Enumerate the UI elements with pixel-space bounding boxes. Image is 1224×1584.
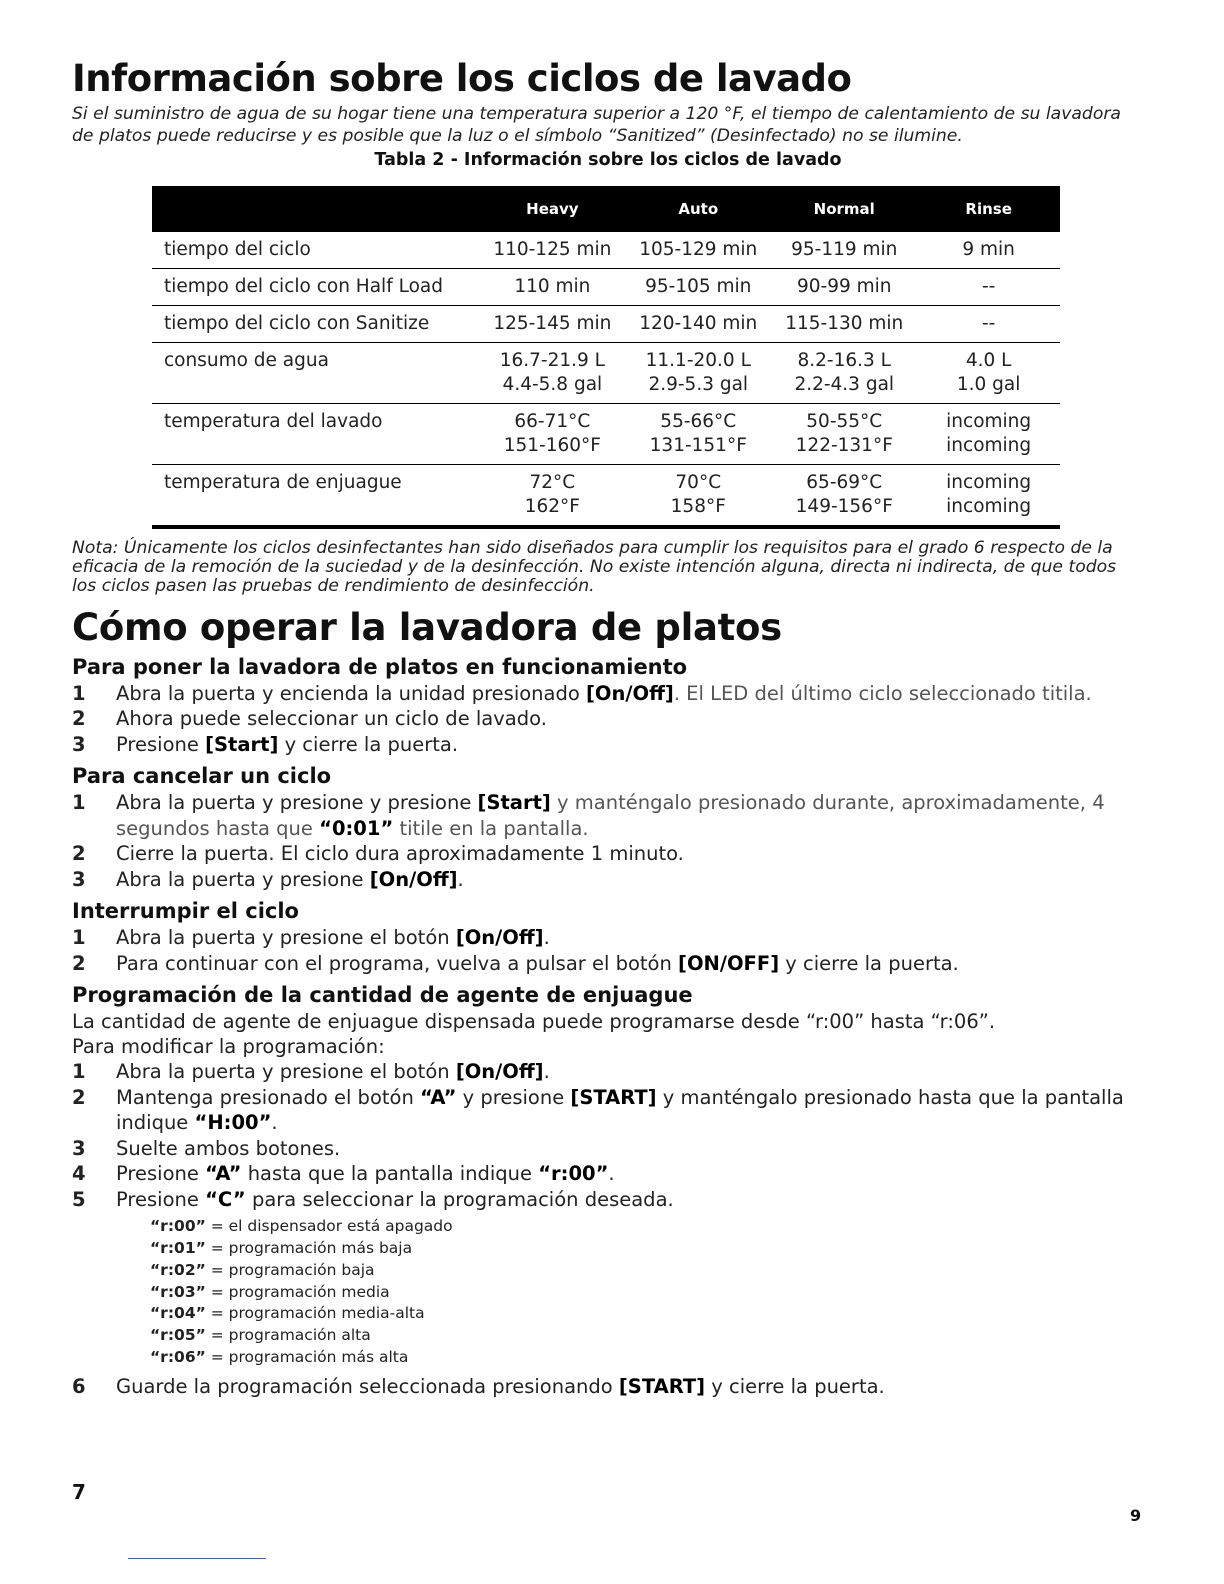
step-text: para seleccionar la programación deseada. bbox=[245, 1187, 674, 1211]
key-label: “A” bbox=[205, 1162, 242, 1186]
rinse-value: 4.0 L 1.0 gal bbox=[917, 342, 1060, 403]
step-text: y cierre la puerta. bbox=[779, 951, 959, 975]
section-title-operate: Cómo operar la lavadora de platos bbox=[72, 605, 782, 649]
normal-value: 90-99 min bbox=[771, 268, 917, 305]
step-number: 3 bbox=[72, 1136, 86, 1160]
header-heavy: Heavy bbox=[479, 186, 625, 232]
step-text: Suelte ambos botones. bbox=[116, 1136, 341, 1160]
table-row bbox=[152, 403, 1060, 464]
subheading-cancel: Para cancelar un ciclo bbox=[72, 764, 332, 789]
subheading-interrupt: Interrumpir el ciclo bbox=[72, 899, 299, 924]
setting-code: “r:05” bbox=[150, 1325, 206, 1344]
list-item bbox=[150, 1282, 1144, 1304]
step-text: . bbox=[457, 867, 464, 891]
auto-value: 55-66°C 131-151°F bbox=[625, 403, 771, 464]
list-item bbox=[72, 925, 1144, 951]
display-code: “H:00” bbox=[194, 1111, 272, 1135]
list-item bbox=[72, 732, 1144, 758]
list-item bbox=[72, 951, 1144, 977]
table-row bbox=[152, 232, 1060, 269]
step-text: . bbox=[608, 1162, 615, 1186]
header-empty bbox=[152, 186, 479, 232]
setting-description: = programación alta bbox=[205, 1325, 371, 1344]
heavy-value: 66-71°C 151-160°F bbox=[479, 403, 625, 464]
table-row bbox=[152, 305, 1060, 342]
subheading-rinse-agent: Programación de la cantidad de agente de enjuague bbox=[72, 983, 693, 1008]
row-label: temperatura del lavado bbox=[152, 403, 479, 464]
step-number: 2 bbox=[72, 707, 86, 731]
list-item bbox=[72, 867, 1144, 893]
key-label: [On/Off] bbox=[455, 1060, 544, 1084]
table-row bbox=[152, 268, 1060, 305]
step-number: 1 bbox=[72, 1060, 86, 1084]
subheading-start: Para poner la lavadora de platos en funcionamiento bbox=[72, 654, 688, 679]
normal-value: 65-69°C 149-156°F bbox=[771, 464, 917, 527]
key-label: [START] bbox=[618, 1375, 706, 1399]
display-code: “0:01” bbox=[319, 816, 394, 840]
list-item bbox=[72, 706, 1144, 732]
list-item bbox=[72, 790, 1144, 841]
table-header-row bbox=[152, 186, 1060, 232]
rinse-agent-paragraph-2: Para modificar la programación: bbox=[72, 1035, 385, 1059]
step-text: Presione bbox=[116, 1187, 206, 1211]
key-label: [On/Off] bbox=[369, 867, 458, 891]
rinse-agent-steps bbox=[72, 1059, 1144, 1212]
key-label: [Start] bbox=[205, 732, 279, 756]
setting-code: “r:06” bbox=[150, 1347, 206, 1366]
display-code: “r:00” bbox=[538, 1162, 609, 1186]
list-item bbox=[150, 1325, 1144, 1347]
auto-value: 11.1-20.0 L 2.9-5.3 gal bbox=[625, 342, 771, 403]
step-text: y cierre la puerta. bbox=[278, 732, 459, 756]
list-item bbox=[72, 1187, 1144, 1213]
auto-value: 70°C 158°F bbox=[625, 464, 771, 527]
step-text: Abra la puerta y presione el botón bbox=[116, 926, 456, 950]
step-text: . bbox=[543, 926, 550, 950]
list-item bbox=[72, 1374, 1144, 1400]
heavy-value: 16.7-21.9 L 4.4-5.8 gal bbox=[479, 342, 625, 403]
rinse-agent-steps-final bbox=[72, 1374, 1144, 1400]
step-text: . El LED del último ciclo seleccionado titila. bbox=[673, 681, 1092, 705]
wash-cycle-table bbox=[152, 186, 1060, 529]
key-label: “C” bbox=[205, 1187, 246, 1211]
list-item bbox=[150, 1303, 1144, 1325]
page-content bbox=[72, 58, 1144, 1400]
setting-code: “r:03” bbox=[150, 1282, 206, 1301]
list-item bbox=[150, 1347, 1144, 1369]
auto-value: 105-129 min bbox=[625, 232, 771, 269]
step-text: Presione bbox=[116, 732, 206, 756]
list-item bbox=[72, 1059, 1144, 1085]
row-label: tiempo del ciclo con Half Load bbox=[152, 268, 479, 305]
section-title-wash-cycles: Información sobre los ciclos de lavado bbox=[72, 57, 852, 100]
setting-description: = programación media bbox=[205, 1282, 390, 1301]
setting-description: = programación baja bbox=[205, 1260, 375, 1279]
rinse-value: incoming incoming bbox=[917, 403, 1060, 464]
list-item bbox=[72, 1161, 1144, 1187]
step-text: hasta que la pantalla indique bbox=[241, 1162, 539, 1186]
header-normal: Normal bbox=[771, 186, 917, 232]
header-rinse: Rinse bbox=[917, 186, 1060, 232]
header-auto: Auto bbox=[625, 186, 771, 232]
setting-code: “r:01” bbox=[150, 1239, 206, 1258]
interrupt-steps bbox=[72, 925, 1144, 976]
step-text: . bbox=[271, 1111, 278, 1135]
key-label: [On/Off] bbox=[586, 681, 674, 705]
rinse-value: -- bbox=[917, 268, 1060, 305]
list-item bbox=[72, 1085, 1144, 1136]
setting-code: “r:04” bbox=[150, 1304, 206, 1323]
normal-value: 115-130 min bbox=[771, 305, 917, 342]
auto-value: 120-140 min bbox=[625, 305, 771, 342]
setting-code: “r:02” bbox=[150, 1260, 206, 1279]
step-text: y presione bbox=[456, 1085, 571, 1109]
row-label: tiempo del ciclo con Sanitize bbox=[152, 305, 479, 342]
footer-rule bbox=[128, 1558, 266, 1559]
step-text: . bbox=[543, 1060, 550, 1084]
table-row bbox=[152, 464, 1060, 527]
step-text: Abra la puerta y presione bbox=[116, 867, 370, 891]
setting-description: = el dispensador está apagado bbox=[205, 1217, 453, 1236]
table-row bbox=[152, 342, 1060, 403]
key-label: [ON/OFF] bbox=[678, 951, 780, 975]
rinse-agent-paragraph: La cantidad de agente de enjuague dispensada puede programarse desde “r:00” hasta “r:06”. bbox=[72, 1010, 996, 1034]
setting-description: = programación más alta bbox=[205, 1347, 409, 1366]
list-item bbox=[150, 1216, 1144, 1238]
row-label: tiempo del ciclo bbox=[152, 232, 479, 269]
step-text: Para continuar con el programa, vuelva a pulsar el botón bbox=[116, 951, 679, 975]
normal-value: 50-55°C 122-131°F bbox=[771, 403, 917, 464]
list-item bbox=[150, 1260, 1144, 1282]
heavy-value: 72°C 162°F bbox=[479, 464, 625, 527]
step-number: 3 bbox=[72, 732, 86, 756]
step-text: Mantenga presionado el botón bbox=[116, 1085, 421, 1109]
list-item bbox=[150, 1238, 1144, 1260]
step-text: Abra la puerta y presione y presione bbox=[116, 791, 478, 815]
row-label: consumo de agua bbox=[152, 342, 479, 403]
note-paragraph: Nota: Únicamente los ciclos desinfectantes han sido diseñados para cumplir los requisitos para el grado 6 respecto de la eficacia de la remoción de la suciedad y de la desinfección. No existe intención alguna, directa ni indirecta, de que todos los ciclos pasen las pruebas de rendimiento de desinfección. bbox=[72, 537, 1117, 596]
step-text: Ahora puede seleccionar un ciclo de lavado. bbox=[116, 707, 547, 731]
list-item bbox=[72, 841, 1144, 867]
step-number: 3 bbox=[72, 867, 86, 891]
key-label: [START] bbox=[570, 1085, 657, 1109]
step-text: titile en la pantalla. bbox=[393, 816, 589, 840]
rinse-settings-list bbox=[150, 1216, 1144, 1368]
heavy-value: 125-145 min bbox=[479, 305, 625, 342]
cancel-steps bbox=[72, 790, 1144, 892]
start-steps bbox=[72, 681, 1144, 758]
list-item bbox=[72, 681, 1144, 707]
step-text: Abra la puerta y encienda la unidad presionado bbox=[116, 681, 586, 705]
rinse-value: incoming incoming bbox=[917, 464, 1060, 527]
list-item bbox=[72, 1136, 1144, 1162]
key-label: “A” bbox=[420, 1085, 457, 1109]
key-label: [On/Off] bbox=[455, 926, 544, 950]
page-number-right: 9 bbox=[1130, 1506, 1142, 1525]
setting-description: = programación más baja bbox=[205, 1239, 413, 1258]
intro-paragraph: Si el suministro de agua de su hogar tiene una temperatura superior a 120 °F, el tiempo de calentamiento de su lavadora de platos puede reducirse y es posible que la luz o el símbolo “Sanitized” (Desinfectado) no se ilumine. bbox=[72, 103, 1121, 146]
normal-value: 95-119 min bbox=[771, 232, 917, 269]
step-number: 1 bbox=[72, 681, 86, 705]
setting-code: “r:00” bbox=[150, 1217, 206, 1236]
step-text: Presione bbox=[116, 1162, 206, 1186]
step-number: 2 bbox=[72, 1085, 86, 1109]
normal-value: 8.2-16.3 L 2.2-4.3 gal bbox=[771, 342, 917, 403]
step-number: 2 bbox=[72, 951, 86, 975]
step-text: Abra la puerta y presione el botón bbox=[116, 1060, 456, 1084]
rinse-value: 9 min bbox=[917, 232, 1060, 269]
table-caption: Tabla 2 - Información sobre los ciclos de lavado bbox=[374, 149, 842, 170]
heavy-value: 110 min bbox=[479, 268, 625, 305]
step-number: 1 bbox=[72, 791, 86, 815]
step-number: 1 bbox=[72, 926, 86, 950]
page-number-left: 7 bbox=[72, 1480, 86, 1504]
key-label: [Start] bbox=[477, 791, 551, 815]
step-number: 4 bbox=[72, 1162, 86, 1186]
rinse-value: -- bbox=[917, 305, 1060, 342]
row-label: temperatura de enjuague bbox=[152, 464, 479, 527]
step-text: y manténgalo presionado durante, aproximadamente, 4 segundos hasta que bbox=[116, 791, 1105, 840]
step-number: 5 bbox=[72, 1187, 86, 1211]
step-number: 2 bbox=[72, 842, 86, 866]
step-text: y manténgalo presionado hasta que la pantalla indique bbox=[116, 1085, 1124, 1135]
heavy-value: 110-125 min bbox=[479, 232, 625, 269]
setting-description: = programación media-alta bbox=[205, 1304, 425, 1323]
step-text: y cierre la puerta. bbox=[705, 1375, 885, 1399]
auto-value: 95-105 min bbox=[625, 268, 771, 305]
step-text: Guarde la programación seleccionada presionando bbox=[116, 1375, 619, 1399]
step-text: Cierre la puerta. El ciclo dura aproximadamente 1 minuto. bbox=[116, 842, 684, 866]
step-number: 6 bbox=[72, 1375, 86, 1399]
